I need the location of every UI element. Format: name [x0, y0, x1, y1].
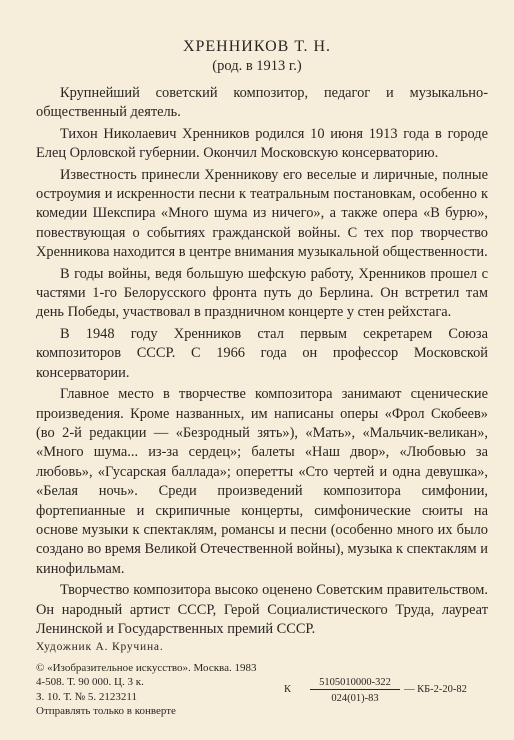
biography: [36, 84, 488, 639]
header: [0, 38, 514, 75]
mailing-note: Отправлять только в конверте: [36, 705, 176, 717]
publisher-line: © «Изобразительное искусство». Москва. 1983: [36, 661, 257, 674]
paragraph: Главное место в творчестве композитора занимают сценические произведения. Кроме названных, им написаны оперы «Фрол Скобеев» (во 2-й редакции — «Безродный зять»), «Мать», «Мальчик-великан», «Много шума... из-за сердец»; балеты «Наш двор», «Любовью за любовь», «Гусарская баллада»; оперетты «Сто чертей и одна девушка», «Белая ночь». Среди произведений композитора симфонии, фортепианные и скрипичные концерты, симфонические сюиты на основе музыки к спектаклям, романсы и песни (особенно много их было создано во время Великой Отечественной войны), музыка к спектаклям и кинофильмам.: [36, 386, 488, 577]
index-code: — КБ-2-20-82: [404, 684, 467, 695]
print-info-1: 4-508. Т. 90 000. Ц. 3 к.: [36, 676, 144, 688]
index-numerator: 5105010000-322: [310, 676, 400, 690]
paragraph: Творчество композитора высоко оценено Советским правительством. Он народный артист СССР, Герой Социалистического Труда, лауреат Ленинской и Государственных премий СССР.: [36, 582, 488, 637]
paragraph: В годы войны, ведя большую шефскую работу, Хренников прошел с частями 1-го Белорусского фронта путь до Берлина. Он встретил там день Победы, участвовал в праздничном концерте у стен рейхстага.: [36, 265, 488, 321]
paragraph: В 1948 году Хренников стал первым секретарем Союза композиторов СССР. С 1966 года он профессор Московской консерватории.: [36, 325, 488, 381]
composer-name: ХРЕННИКОВ Т. Н.: [182, 38, 332, 55]
artist-credit: Художник А. Кручина.: [36, 641, 164, 653]
paragraph: Тихон Николаевич Хренников родился 10 июня 1913 года в городе Елец Орловской губернии. Окончил Московскую консерваторию.: [36, 125, 488, 162]
catalog-index: [284, 676, 494, 716]
birth-year: (род. в 1913 г.): [212, 58, 302, 74]
print-info-2: З. 10. Т. № 5. 2123211: [36, 690, 137, 703]
index-letter: К: [284, 684, 292, 695]
paragraph: Известность принесли Хренникову его веселые и лиричные, полные остроумия и искренности песни к театральным постановкам, особенно к комедии Шекспира «Много шума из ничего», а также опера «В бурю», повествующая о событиях гражданской войны. С тех пор творчество Хренникова находится в центре внимания музыкальной общественности.: [36, 166, 488, 261]
paragraph: Крупнейший советский композитор, педагог и музыкально-общественный деятель.: [36, 85, 488, 121]
index-denominator: 024(01)-83: [331, 693, 379, 704]
